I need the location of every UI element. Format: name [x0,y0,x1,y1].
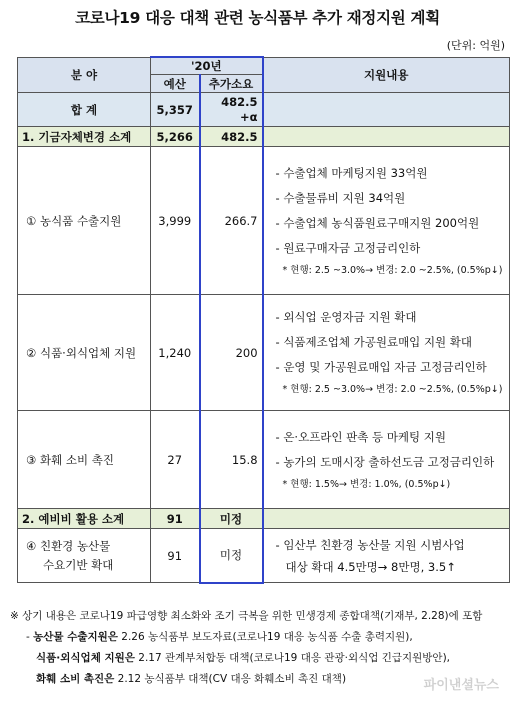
header-year: '20년 [151,57,263,75]
table-row [18,411,510,509]
footnote-line [10,648,510,669]
support-bullet: - 수출물류비 지원 34억원 [275,190,406,205]
item-support [263,147,510,295]
support-bullet: - 식품제조업체 가공원료매입 지원 확대 [275,335,473,349]
budget-table [17,56,510,584]
group2-row [18,509,510,529]
item-additional: 미정 [200,529,263,583]
item4-name-line2: 수요기반 확대 [43,557,114,572]
header-additional: 추가소요 [200,75,263,93]
item-budget: 3,999 [151,147,200,295]
footnote-line: ※ 상기 내용은 코로나19 파급영향 최소화와 조기 극복을 위한 민생경제 종합대책(기재부, 2.28)에 포함 [10,610,483,622]
item-name: ③ 화훼 소비 촉진 [18,411,151,509]
header-category: 분 야 [18,57,151,93]
support-note: * 현행: 2.5 ~3.0%→ 변경: 2.0 ~2.5%, (0.5%p↓) [282,384,503,395]
item-support [263,529,510,583]
table-row [18,147,510,295]
total-additional-alpha: +α [239,109,258,124]
group2-budget: 91 [151,509,200,529]
support-bullet-continued: 대상 확대 4.5만명→ 8만명, 3.5↑ [285,559,456,574]
group1-budget: 5,266 [151,127,200,147]
support-bullet: - 온·오프라인 판촉 등 마케팅 지원 [275,429,447,444]
item-additional: 200 [200,295,263,411]
footnote-text: 2.26 농식품부 보도자료(코로나19 대응 농식품 수출 총력지원), [117,631,413,643]
group1-label: 1. 기금자체변경 소계 [18,127,151,147]
group1-row [18,127,510,147]
support-bullet: - 수출업체 농식품원료구매지원 200억원 [275,215,480,230]
footnote-bold: 식품·외식업체 지원은 [36,652,135,664]
item-budget: 1,240 [151,295,200,411]
item-budget: 27 [151,411,200,509]
footnote-text: 2.12 농식품부 대책(CV 대응 화훼소비 촉진 대책) [114,673,347,685]
total-additional [200,93,263,127]
footnote-bold: 농산물 수출지원은 [33,631,118,643]
group2-label: 2. 예비비 활용 소계 [18,509,151,529]
support-bullet: - 임산부 친환경 농산물 지원 시범사업 [275,537,465,552]
support-bullet: - 외식업 운영자금 지원 확대 [275,310,417,324]
item-budget: 91 [151,529,200,583]
support-note: * 현행: 2.5 ~3.0%→ 변경: 2.0 ~2.5%, (0.5%p↓) [282,264,503,276]
total-label: 합 계 [18,93,151,127]
total-additional-value: 482.5 [221,94,258,109]
unit-label: (단위: 억원) [446,39,505,52]
watermark: 파이낸셜뉴스 [423,678,499,693]
header-budget: 예산 [151,75,200,93]
table-row [18,529,510,583]
group1-additional: 482.5 [200,127,263,147]
item-support [263,411,510,509]
item4-name-line1: ④ 친환경 농산물 [26,538,111,553]
group2-additional: 미정 [200,509,263,529]
support-note: * 현행: 1.5%→ 변경: 1.0%, (0.5%p↓) [282,478,451,490]
support-bullet: - 농가의 도매시장 출하선도금 고정금리인하 [275,454,495,469]
footnote-bold: 화훼 소비 촉진은 [36,673,115,685]
item-name: ② 식품·외식업체 지원 [18,295,151,411]
item-additional: 266.7 [200,147,263,295]
footnote-line: - 농산물 수출지원은 2.26 농식품부 보도자료(코로나19 대응 농식품 수출 총력지원), [26,631,413,643]
header-support: 지원내용 [263,57,510,93]
total-row [18,93,510,127]
table-row [18,295,510,411]
footnote-text: 2.17 관계부처합동 대책(코로나19 대응 관광·외식업 긴급지원방안), [134,652,451,664]
support-bullet: - 운영 및 가공원료매입 자금 고정금리인하 [275,360,487,374]
item-support [263,295,510,411]
item4-name [18,529,151,583]
total-budget: 5,357 [151,93,200,127]
support-bullet: - 수출업체 마케팅지원 33억원 [275,165,428,180]
support-bullet: - 원료구매자금 고정금리인하 [275,240,421,255]
item-name: ① 농식품 수출지원 [18,147,151,295]
item-additional: 15.8 [200,411,263,509]
header-row-1 [18,57,510,75]
page-title: 코로나19 대응 대책 관련 농식품부 추가 재정지원 계획 [75,9,440,27]
